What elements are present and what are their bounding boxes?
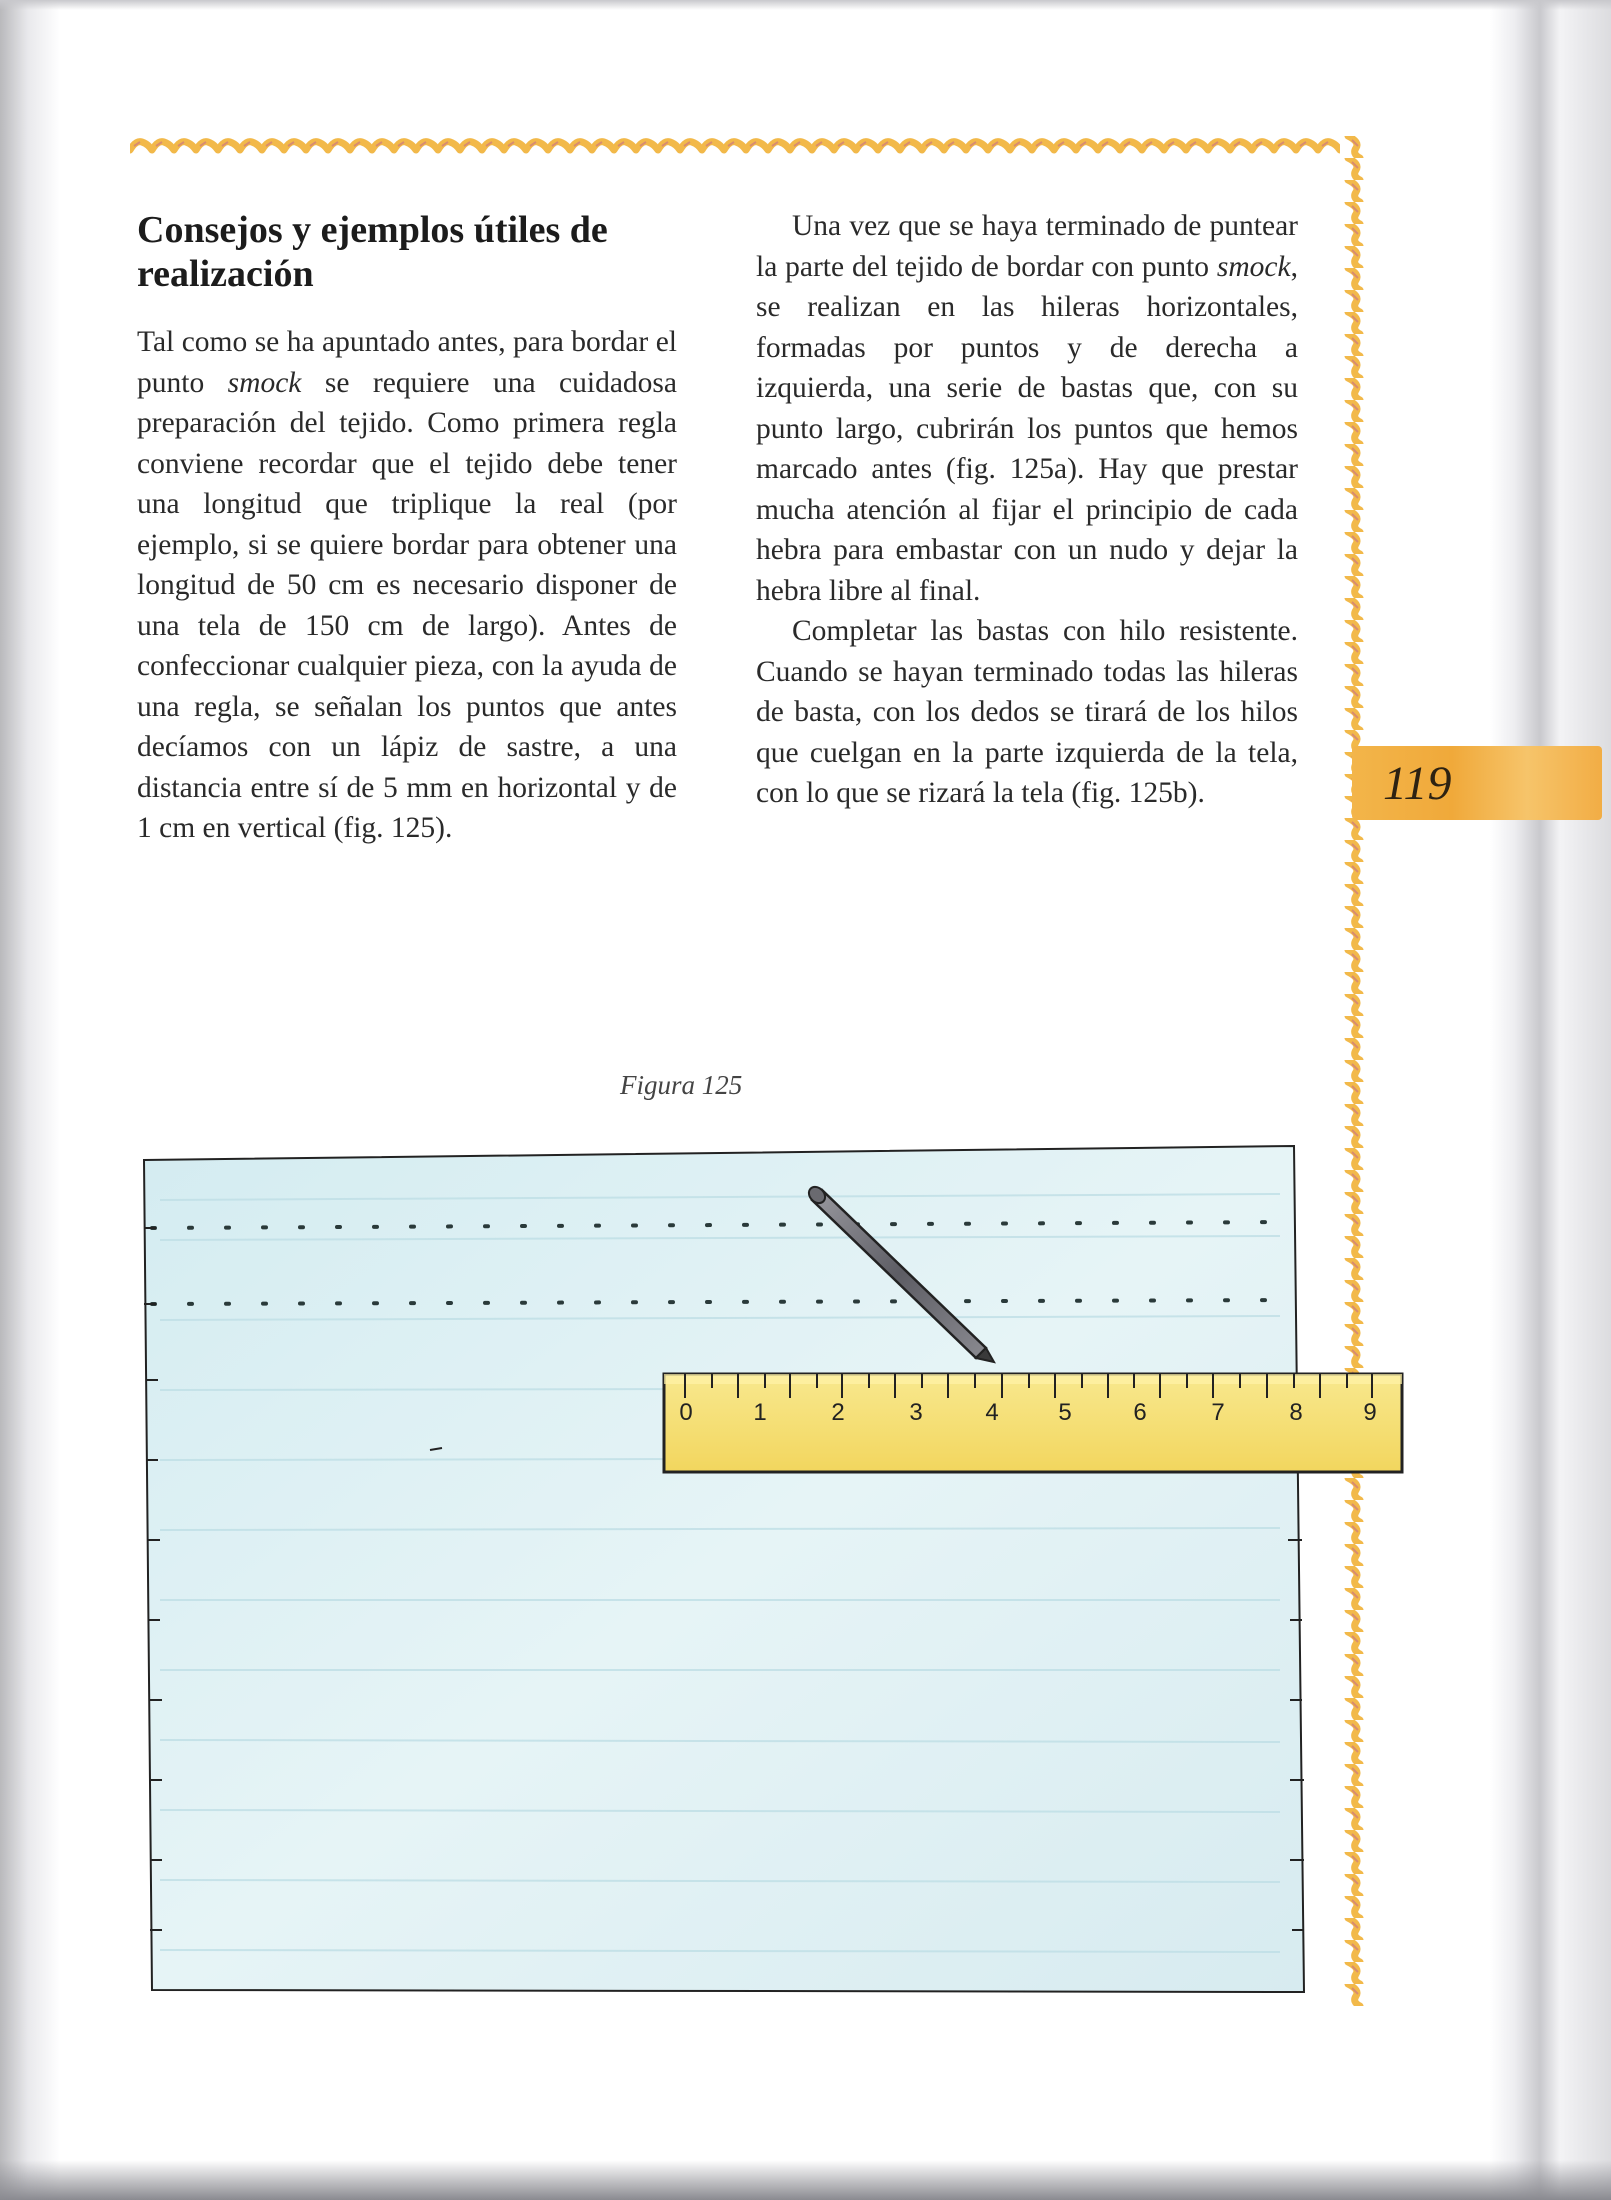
- left-column-text: [137, 322, 677, 849]
- right-text-1: Una vez que se haya terminado de puntear la parte del tejido de bordar con punto: [756, 210, 1298, 283]
- ruler-number-8: 8: [1289, 1399, 1303, 1426]
- figure-125-illustration: [130, 1130, 1450, 2010]
- ruler-number-0: 0: [679, 1399, 693, 1426]
- section-heading: Consejos y ejemplos útiles de realización: [137, 209, 608, 295]
- left-italic-smock: smock: [227, 366, 302, 399]
- right-column-text: [756, 206, 1298, 814]
- ruler-number-7: 7: [1211, 1399, 1225, 1426]
- figure-caption: Figura 125: [620, 1070, 743, 1100]
- ruler-number-9: 9: [1363, 1399, 1377, 1426]
- ruler-number-1: 1: [753, 1399, 767, 1426]
- left-text-2: se requiere una cuidadosa preparación del tejido. Como primera regla conviene recordar que el tejido debe tener una longitud que triplique la real (por ejemplo, si se quiere bordar para obtener una longitud de 50 cm es necesario disponer de una tela de 150 cm de largo). Antes de confeccionar cualquier pieza, con la ayuda de una regla, se señalan los puntos que antes decíamos con un lápiz de sastre, a una distancia entre sí de 5 mm en horizontal y de 1 cm en vertical (fig. 125).: [137, 366, 678, 844]
- ruler-number-4: 4: [985, 1399, 999, 1426]
- right-text-2: , se realizan en las hileras horizontales, formadas por puntos y de derecha a izquierda, una serie de bastas que, con su punto largo, cubrirán los puntos que hemos marcado antes (fig. 125a). Hay que prestar mucha atención al fijar el principio de cada hebra para embastar con un nudo y dejar la hebra libre al final.: [756, 250, 1298, 607]
- left-text-1: Tal como se ha apuntado antes, para bordar el punto: [137, 326, 677, 399]
- ruler-number-3: 3: [909, 1399, 923, 1426]
- right-italic-smock: smock: [1216, 250, 1291, 283]
- page-shadow-top: [0, 0, 1611, 10]
- left-paragraph: [137, 322, 677, 849]
- ruler-number-5: 5: [1058, 1399, 1072, 1426]
- right-paragraph-1: [756, 206, 1298, 611]
- ruler-number-6: 6: [1133, 1399, 1147, 1426]
- rope-border-top: [130, 136, 1370, 156]
- ruler: [664, 1374, 1402, 1472]
- page-shadow-bottom: [0, 2160, 1611, 2200]
- fabric-swatch: [144, 1146, 1304, 1992]
- right-paragraph-2: Completar las bastas con hilo resistente. Cuando se hayan terminado todas las hileras de basta, con los dedos se tirará de los hilos que cuelgan en la parte izquierda de la tela, con lo que se rizará la tela (fig. 125b).: [756, 615, 1298, 809]
- page-number: 119: [1383, 757, 1452, 810]
- ruler-number-2: 2: [831, 1399, 845, 1426]
